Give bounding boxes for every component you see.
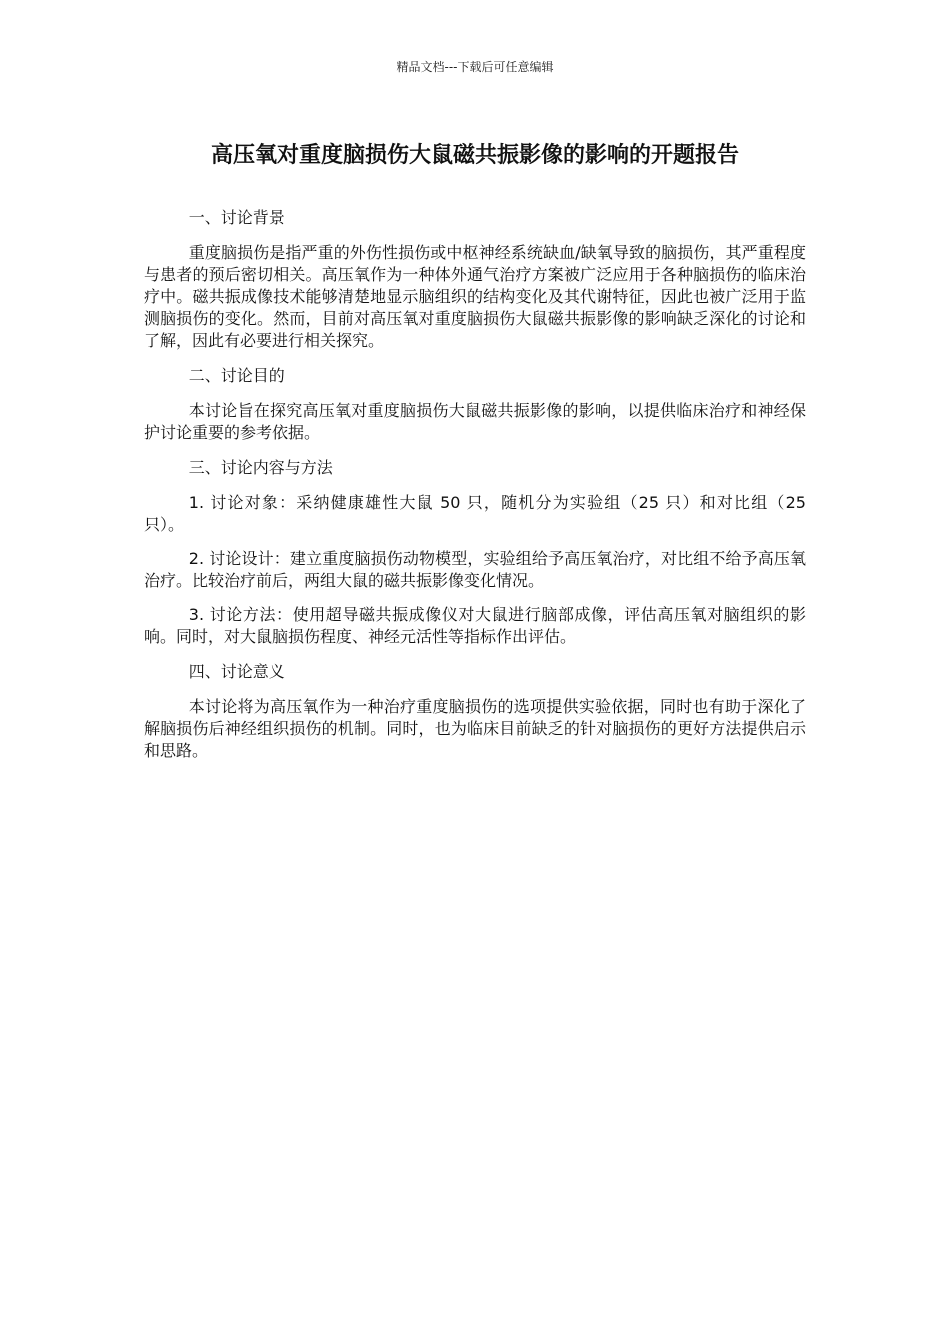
section-heading: 三、讨论内容与方法 bbox=[188, 458, 333, 477]
paragraph: 本讨论将为高压氧作为一种治疗重度脑损伤的选项提供实验依据，同时也有助于深化了解脑损伤后神经组织损伤的机制。同时，也为临床目前缺乏的针对脑损伤的更好方法提供启示和思路。 bbox=[144, 697, 806, 760]
document-body bbox=[144, 206, 806, 774]
paragraph: 本讨论旨在探究高压氧对重度脑损伤大鼠磁共振影像的影响，以提供临床治疗和神经保护讨论重要的参考依据。 bbox=[144, 401, 806, 442]
header-note: 精品文档---下载后可任意编辑 bbox=[396, 60, 554, 74]
paragraph: 3. 讨论方法：使用超导磁共振成像仪对大鼠进行脑部成像，评估高压氧对脑组织的影响。同时，对大鼠脑损伤程度、神经元活性等指标作出评估。 bbox=[144, 605, 806, 646]
section-significance bbox=[144, 660, 806, 762]
paragraph: 重度脑损伤是指严重的外伤性损伤或中枢神经系统缺血/缺氧导致的脑损伤，其严重程度与患者的预后密切相关。高压氧作为一种体外通气治疗方案被广泛应用于各种脑损伤的临床治疗中。磁共振成像技术能够清楚地显示脑组织的结构变化及其代谢特征，因此也被广泛用于监测脑损伤的变化。然而，目前对高压氧对重度脑损伤大鼠磁共振影像的影响缺乏深化的讨论和了解，因此有必要进行相关探究。 bbox=[144, 243, 806, 350]
section-content-methods bbox=[144, 456, 806, 648]
section-background bbox=[144, 206, 806, 352]
section-heading: 一、讨论背景 bbox=[188, 208, 285, 227]
paragraph: 1. 讨论对象：采纳健康雄性大鼠 50 只，随机分为实验组（25 只）和对比组（25 只）。 bbox=[144, 493, 806, 534]
section-purpose bbox=[144, 364, 806, 444]
section-heading: 四、讨论意义 bbox=[188, 662, 285, 681]
section-heading: 二、讨论目的 bbox=[188, 366, 285, 385]
document-title: 高压氧对重度脑损伤大鼠磁共振影像的影响的开题报告 bbox=[210, 143, 739, 168]
paragraph: 2. 讨论设计：建立重度脑损伤动物模型，实验组给予高压氧治疗，对比组不给予高压氧治疗。比较治疗前后，两组大鼠的磁共振影像变化情况。 bbox=[144, 549, 806, 590]
